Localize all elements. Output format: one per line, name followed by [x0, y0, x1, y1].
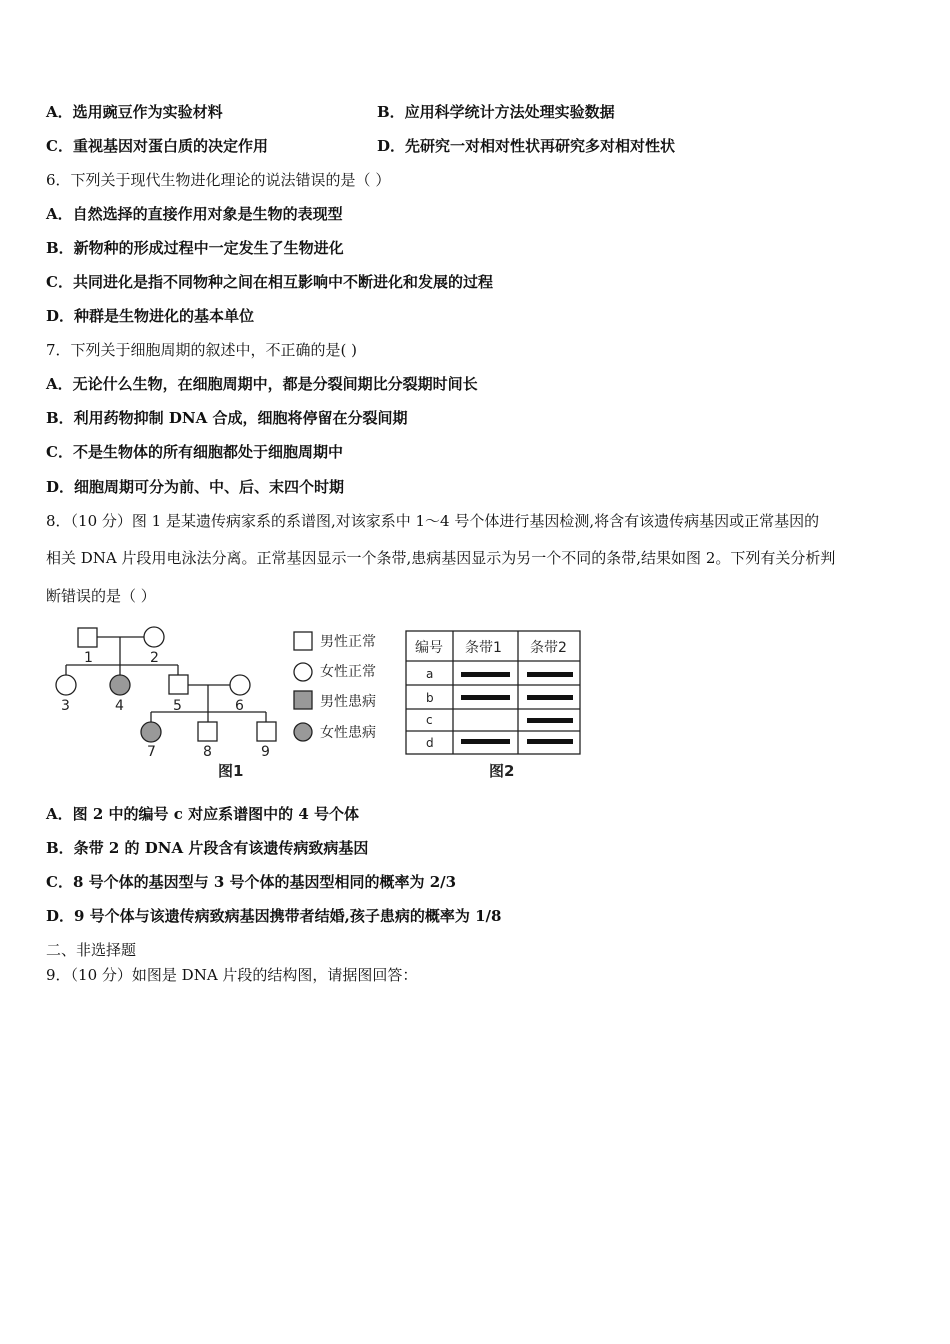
- q9-stem: 9．（10 分）如图是 DNA 片段的结构图，请据图回答：: [46, 966, 418, 984]
- q8-figure: [40, 618, 600, 788]
- table-row-b: b: [426, 691, 434, 705]
- q6-stem: 6．下列关于现代生物进化理论的说法错误的是（ ）: [46, 171, 391, 189]
- individual-6-female-normal: [230, 675, 250, 695]
- q5-option-a: A．选用豌豆作为实验材料: [46, 103, 223, 121]
- individual-4-female-affected: [110, 675, 130, 695]
- band-a-1: [461, 672, 510, 677]
- individual-9-male-normal: [257, 722, 276, 741]
- q6-option-a: A．自然选择的直接作用对象是生物的表现型: [46, 205, 343, 223]
- label-7: 7: [147, 744, 156, 760]
- q5-option-c: C．重视基因对蛋白质的决定作用: [46, 137, 268, 155]
- legend-female-affected-icon: [294, 723, 312, 741]
- band-c-2: [527, 718, 573, 723]
- q7-option-a: A．无论什么生物，在细胞周期中，都是分裂间期比分裂期时间长: [46, 375, 478, 393]
- individual-1-male-normal: [78, 628, 97, 647]
- label-8: 8: [203, 744, 212, 760]
- individual-2-female-normal: [144, 627, 164, 647]
- table-header-band2: 条带2: [530, 640, 567, 656]
- q6-option-b: B．新物种的形成过程中一定发生了生物进化: [46, 239, 344, 257]
- band-d-1: [461, 739, 510, 744]
- label-2: 2: [150, 650, 159, 666]
- band-b-2: [527, 695, 573, 700]
- band-d-2: [527, 739, 573, 744]
- individual-7-female-affected: [141, 722, 161, 742]
- section-2-title: 二、非选择题: [46, 941, 137, 959]
- q7-option-b: B．利用药物抑制 DNA 合成，细胞将停留在分裂间期: [46, 409, 408, 427]
- q6-option-d: D．种群是生物进化的基本单位: [46, 307, 255, 325]
- individual-3-female-normal: [56, 675, 76, 695]
- label-6: 6: [235, 698, 244, 714]
- q5-option-b: B．应用科学统计方法处理实验数据: [377, 103, 615, 121]
- individual-8-male-normal: [198, 722, 217, 741]
- label-1: 1: [84, 650, 93, 666]
- legend-female-normal-icon: [294, 663, 312, 681]
- q8-stem-line3: 断错误的是（ ）: [46, 587, 156, 605]
- pedigree-and-electrophoresis: [40, 618, 600, 788]
- label-5: 5: [173, 698, 182, 714]
- individual-5-male-normal: [169, 675, 188, 694]
- q7-option-c: C．不是生物体的所有细胞都处于细胞周期中: [46, 443, 343, 461]
- q7-option-d: D．细胞周期可分为前、中、后、末四个时期: [46, 478, 345, 496]
- legend-male-affected-icon: [294, 691, 312, 709]
- q8-option-d: D．9 号个体与该遗传病致病基因携带者结婚,孩子患病的概率为 1/8: [46, 907, 502, 925]
- table-header-id: 编号: [415, 640, 443, 656]
- legend-female-affected: 女性患病: [320, 725, 376, 741]
- label-9: 9: [261, 744, 270, 760]
- q8-option-b: B．条带 2 的 DNA 片段含有该遗传病致病基因: [46, 839, 369, 857]
- table-row-a: a: [426, 667, 434, 681]
- q6-option-c: C．共同进化是指不同物种之间在相互影响中不断进化和发展的过程: [46, 273, 493, 291]
- label-4: 4: [115, 698, 124, 714]
- legend-male-normal-icon: [294, 632, 312, 650]
- q8-stem-line1: 8．（10 分）图 1 是某遗传病家系的系谱图,对该家系中 1～4 号个体进行基因检测,将含有该遗传病基因或正常基因的: [46, 512, 820, 530]
- band-a-2: [527, 672, 573, 677]
- table-row-c: c: [426, 713, 433, 727]
- q8-stem-line2: 相关 DNA 片段用电泳法分离。正常基因显示一个条带,患病基因显示为另一个不同的条带,结果如图 2。下列有关分析判: [46, 549, 836, 567]
- figure2-caption: 图2: [489, 762, 515, 780]
- q8-option-a: A．图 2 中的编号 c 对应系谱图中的 4 号个体: [46, 805, 359, 823]
- figure1-caption: 图1: [218, 762, 244, 780]
- q8-option-c: C．8 号个体的基因型与 3 号个体的基因型相同的概率为 2/3: [46, 873, 457, 891]
- label-3: 3: [61, 698, 70, 714]
- band-b-1: [461, 695, 510, 700]
- q7-stem: 7．下列关于细胞周期的叙述中，不正确的是( ): [46, 341, 358, 359]
- table-row-d: d: [426, 736, 434, 750]
- legend-male-normal: 男性正常: [320, 634, 376, 650]
- legend-male-affected: 男性患病: [320, 694, 376, 710]
- table-header-band1: 条带1: [465, 640, 502, 656]
- legend-female-normal: 女性正常: [320, 664, 376, 680]
- q5-option-d: D．先研究一对相对性状再研究多对相对性状: [377, 137, 676, 155]
